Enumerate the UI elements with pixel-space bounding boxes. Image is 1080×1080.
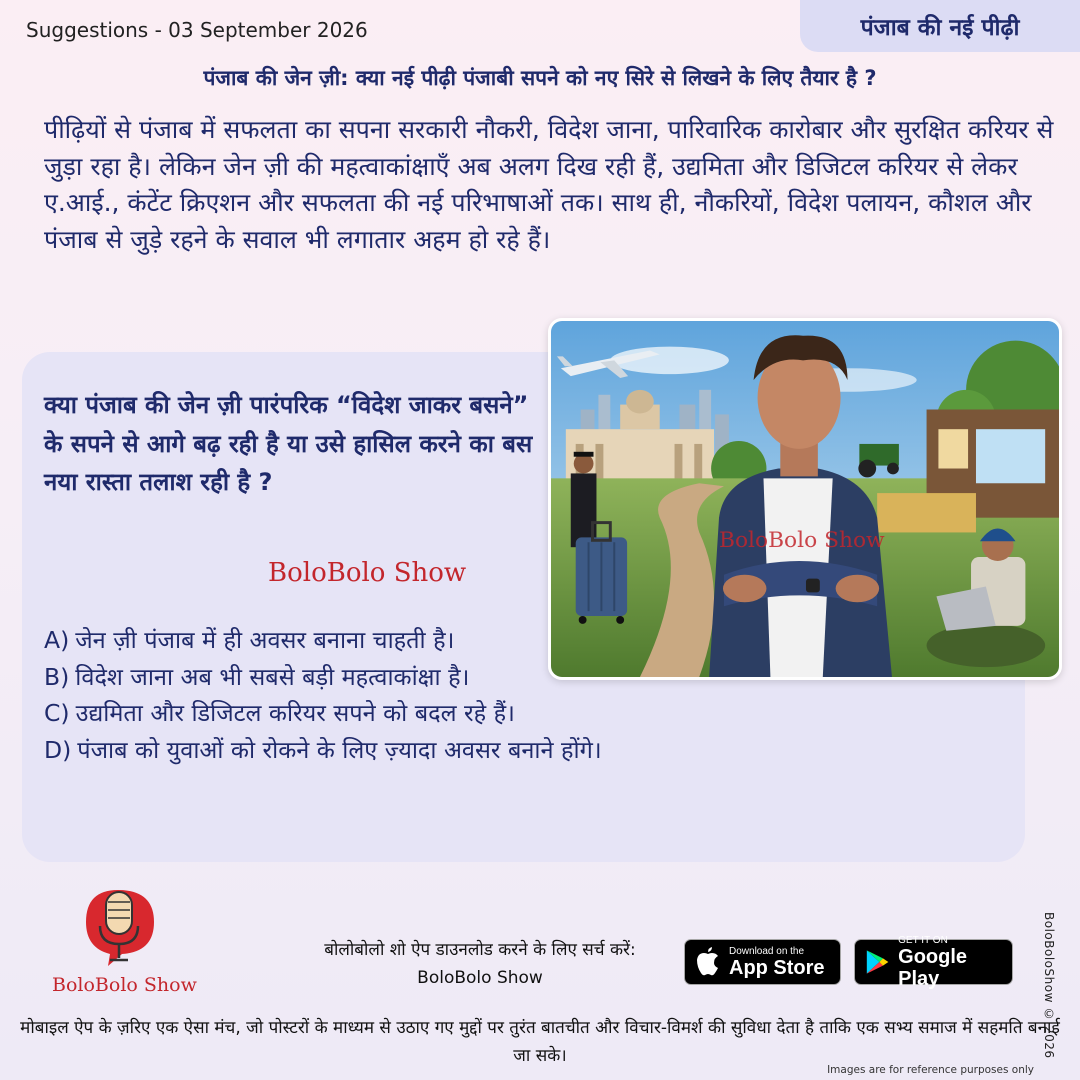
app-store-big-label: App Store bbox=[729, 956, 825, 979]
option-b-text: विदेश जाना अब भी सबसे बड़ी महत्वाकांक्षा है। bbox=[75, 662, 470, 691]
option-c[interactable] bbox=[44, 695, 944, 732]
option-d-letter: D) bbox=[44, 735, 72, 764]
app-store-small-label: Download on the bbox=[729, 945, 805, 957]
option-c-letter: C) bbox=[44, 699, 70, 727]
topic-tag bbox=[800, 0, 1080, 52]
brand-watermark: BoloBolo Show bbox=[268, 558, 467, 588]
download-line-2: BoloBolo Show bbox=[417, 968, 543, 988]
google-play-small-label: GET IT ON bbox=[898, 934, 948, 946]
option-b[interactable] bbox=[44, 659, 944, 696]
footer-description: मोबाइल ऐप के ज़रिए एक ऐसा मंच, जो पोस्टरों के माध्यम से उठाए गए मुद्दों पर तुरंत बातचीत और विचार-विमर्श की सुविधा देता है ताकि एक सभ्य समाज में सहमति बनाई जा सके। bbox=[20, 1018, 1060, 1066]
apple-icon bbox=[695, 947, 721, 977]
date-label: Suggestions - 03 September 2026 bbox=[26, 18, 368, 42]
poll-question: क्या पंजाब की जेन ज़ी पारंपरिक “विदेश जाकर बसने” के सपने से आगे बढ़ रही है या उसे हासिल करने का बस नया रास्ता तलाश रही है ? bbox=[44, 391, 533, 496]
option-b-letter: B) bbox=[44, 662, 70, 691]
options-list bbox=[44, 622, 944, 768]
download-instructions bbox=[290, 936, 670, 992]
option-c-text: उद्यमिता और डिजिटल करियर सपने को बदल रहे हैं। bbox=[75, 699, 515, 727]
option-a-text: जेन ज़ी पंजाब में ही अवसर बनाना चाहती है। bbox=[75, 626, 455, 654]
app-store-badge[interactable] bbox=[684, 939, 841, 985]
option-a[interactable] bbox=[44, 622, 944, 659]
headline: पंजाब की जेन ज़ी: क्या नई पीढ़ी पंजाबी सपने को नए सिरे से लिखने के लिए तैयार है ? bbox=[203, 66, 877, 90]
google-play-icon bbox=[865, 947, 890, 977]
image-watermark: BoloBolo Show bbox=[719, 528, 885, 554]
intro-paragraph: पीढ़ियों से पंजाब में सफलता का सपना सरकारी नौकरी, विदेश जाना, पारिवारिक कारोबार और सुरक्षित करियर से जुड़ा रहा है। लेकिन जेन ज़ी की महत्वाकांक्षाएँ अब अलग दिख रही हैं, उद्यमिता और डिजिटल करियर से लेकर ए.आई., कंटेंट क्रिएशन और सफलता की नई परिभाषाओं तक। साथ ही, नौकरियों, विदेश पलायन, कौशल और पंजाब से जुड़े रहने के सवाल भी लगातार अहम हो रहे हैं। bbox=[44, 115, 1054, 254]
option-d[interactable] bbox=[44, 732, 944, 769]
topic-tag-label: पंजाब की नई पीढ़ी bbox=[860, 15, 1020, 41]
microphone-icon bbox=[50, 882, 210, 982]
option-a-letter: A) bbox=[44, 626, 70, 654]
option-d-text: पंजाब को युवाओं को रोकने के लिए ज़्यादा अवसर बनाने होंगे। bbox=[77, 735, 602, 764]
image-disclaimer: Images are for reference purposes only bbox=[827, 1064, 1034, 1076]
google-play-big-label: Google Play bbox=[898, 945, 968, 990]
logo-label: BoloBolo Show bbox=[52, 974, 197, 996]
download-line-1: बोलोबोलो शो ऐप डाउनलोड करने के लिए सर्च करें: bbox=[324, 940, 636, 960]
copyright-notice: BoloBoloShow © 2026 bbox=[1042, 912, 1056, 1059]
google-play-badge[interactable] bbox=[854, 934, 1013, 990]
